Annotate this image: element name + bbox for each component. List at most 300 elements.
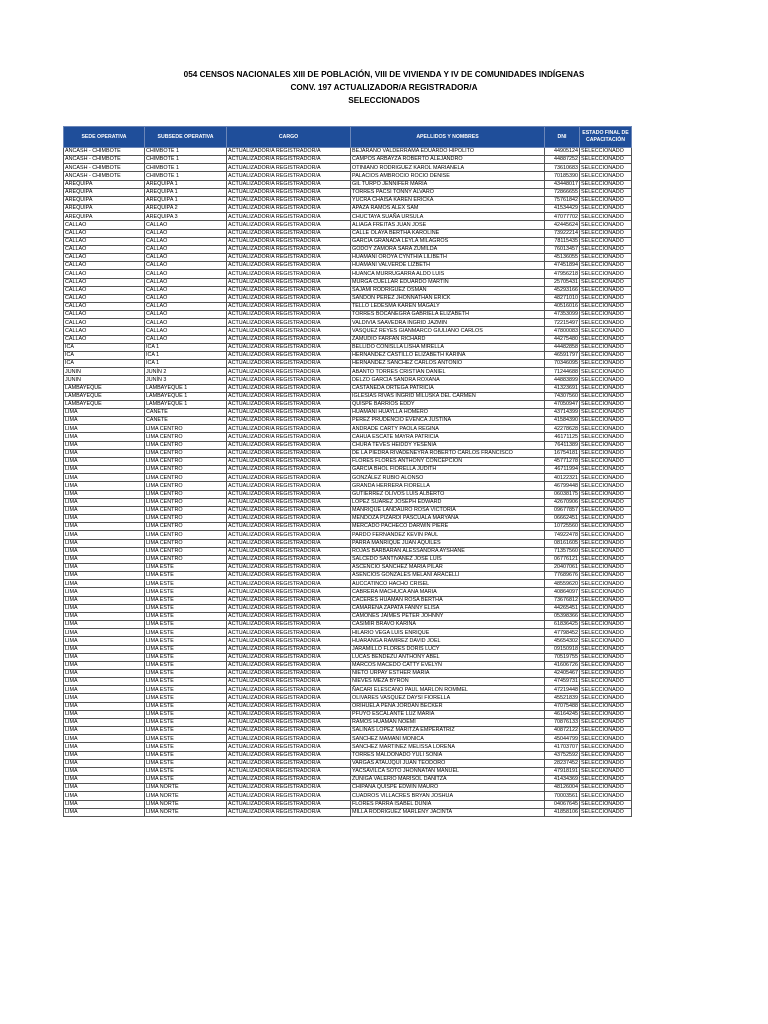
dni-cell: 10725560 bbox=[545, 523, 580, 531]
subsede-cell: LIMA NORTE bbox=[145, 784, 227, 792]
cargo-cell: ACTUALIZADOR/A REGISTRADOR/A bbox=[227, 327, 351, 335]
dni-cell: 74307560 bbox=[545, 392, 580, 400]
name-cell: HUAMANI OROYA CYNTHIA LILIBETH bbox=[351, 254, 545, 262]
status-cell: SELECCIONADO bbox=[580, 327, 632, 335]
cargo-cell: ACTUALIZADOR/A REGISTRADOR/A bbox=[227, 392, 351, 400]
dni-cell: 44905124 bbox=[545, 148, 580, 156]
table-row bbox=[64, 164, 632, 172]
table-row bbox=[64, 612, 632, 620]
cargo-cell: ACTUALIZADOR/A REGISTRADOR/A bbox=[227, 376, 351, 384]
name-cell: GRANDA HERRERA FIORELLA bbox=[351, 482, 545, 490]
table-row bbox=[64, 148, 632, 156]
dni-cell: 48126004 bbox=[545, 784, 580, 792]
subsede-cell: CALLAO bbox=[145, 335, 227, 343]
table-row bbox=[64, 759, 632, 767]
name-cell: GARCIA BHOL FIORELLA JUDITH bbox=[351, 466, 545, 474]
dni-cell: 25705431 bbox=[545, 278, 580, 286]
status-cell: SELECCIONADO bbox=[580, 563, 632, 571]
dni-cell: 47075488 bbox=[545, 702, 580, 710]
status-cell: SELECCIONADO bbox=[580, 457, 632, 465]
table-row bbox=[64, 702, 632, 710]
subsede-cell: ICA 1 bbox=[145, 351, 227, 359]
subsede-cell: LIMA ESTE bbox=[145, 678, 227, 686]
sede-cell: LIMA bbox=[64, 580, 145, 588]
cargo-cell: ACTUALIZADOR/A REGISTRADOR/A bbox=[227, 254, 351, 262]
dni-cell: 61836425 bbox=[545, 621, 580, 629]
cargo-cell: ACTUALIZADOR/A REGISTRADOR/A bbox=[227, 718, 351, 726]
cargo-cell: ACTUALIZADOR/A REGISTRADOR/A bbox=[227, 156, 351, 164]
cargo-cell: ACTUALIZADOR/A REGISTRADOR/A bbox=[227, 604, 351, 612]
subsede-cell: AREQUIPA 3 bbox=[145, 213, 227, 221]
cargo-cell: ACTUALIZADOR/A REGISTRADOR/A bbox=[227, 213, 351, 221]
subsede-cell: LIMA CENTRO bbox=[145, 515, 227, 523]
table-row bbox=[64, 294, 632, 302]
subsede-cell: ICA 1 bbox=[145, 343, 227, 351]
sede-cell: LIMA bbox=[64, 784, 145, 792]
subsede-cell: CALLAO bbox=[145, 229, 227, 237]
subsede-cell: CALLAO bbox=[145, 294, 227, 302]
sede-cell: LIMA bbox=[64, 710, 145, 718]
status-cell: SELECCIONADO bbox=[580, 376, 632, 384]
table-body bbox=[64, 148, 632, 817]
status-cell: SELECCIONADO bbox=[580, 661, 632, 669]
cargo-cell: ACTUALIZADOR/A REGISTRADOR/A bbox=[227, 686, 351, 694]
cargo-cell: ACTUALIZADOR/A REGISTRADOR/A bbox=[227, 205, 351, 213]
cargo-cell: ACTUALIZADOR/A REGISTRADOR/A bbox=[227, 466, 351, 474]
cargo-cell: ACTUALIZADOR/A REGISTRADOR/A bbox=[227, 735, 351, 743]
sede-cell: CALLAO bbox=[64, 335, 145, 343]
sede-cell: CALLAO bbox=[64, 262, 145, 270]
subsede-cell: LIMA CENTRO bbox=[145, 498, 227, 506]
cargo-cell: ACTUALIZADOR/A REGISTRADOR/A bbox=[227, 784, 351, 792]
sede-cell: ANCASH - CHIMBOTE bbox=[64, 148, 145, 156]
table-row bbox=[64, 563, 632, 571]
table-row bbox=[64, 327, 632, 335]
status-cell: SELECCIONADO bbox=[580, 792, 632, 800]
table-row bbox=[64, 751, 632, 759]
cargo-cell: ACTUALIZADOR/A REGISTRADOR/A bbox=[227, 555, 351, 563]
dni-cell: 47219448 bbox=[545, 686, 580, 694]
cargo-cell: ACTUALIZADOR/A REGISTRADOR/A bbox=[227, 409, 351, 417]
name-cell: BEJARANO VALDERRAMA EDUARDO HIPOLITO bbox=[351, 148, 545, 156]
name-cell: FLORES FLORES ANTHONY CONCEPCION bbox=[351, 457, 545, 465]
subsede-cell: CALLAO bbox=[145, 262, 227, 270]
status-cell: SELECCIONADO bbox=[580, 506, 632, 514]
column-header-dni: DNI bbox=[545, 127, 580, 148]
subsede-cell: LIMA ESTE bbox=[145, 572, 227, 580]
dni-cell: 41584390 bbox=[545, 417, 580, 425]
status-cell: SELECCIONADO bbox=[580, 523, 632, 531]
subsede-cell: LIMA CENTRO bbox=[145, 547, 227, 555]
name-cell: HUAMANI HUAYLLA HOMERO bbox=[351, 409, 545, 417]
table-row bbox=[64, 351, 632, 359]
table-row bbox=[64, 457, 632, 465]
sede-cell: LIMA bbox=[64, 555, 145, 563]
dni-cell: 46799448 bbox=[545, 482, 580, 490]
table-row bbox=[64, 515, 632, 523]
cargo-cell: ACTUALIZADOR/A REGISTRADOR/A bbox=[227, 572, 351, 580]
dni-cell: 71357560 bbox=[545, 547, 580, 555]
document-subtitle: CONV. 197 ACTUALIZADOR/A REGISTRADOR/A bbox=[290, 83, 478, 92]
sede-cell: JUNIN bbox=[64, 376, 145, 384]
table-row bbox=[64, 621, 632, 629]
table-row bbox=[64, 670, 632, 678]
cargo-cell: ACTUALIZADOR/A REGISTRADOR/A bbox=[227, 294, 351, 302]
table-row bbox=[64, 311, 632, 319]
name-cell: CACERES HUAMAN ROSA BERTHA bbox=[351, 596, 545, 604]
sede-cell: LIMA bbox=[64, 637, 145, 645]
table-row bbox=[64, 409, 632, 417]
table-row bbox=[64, 661, 632, 669]
sede-cell: LIMA bbox=[64, 621, 145, 629]
cargo-cell: ACTUALIZADOR/A REGISTRADOR/A bbox=[227, 229, 351, 237]
dni-cell: 44887252 bbox=[545, 156, 580, 164]
status-cell: SELECCIONADO bbox=[580, 262, 632, 270]
table-row bbox=[64, 360, 632, 368]
dni-cell: 46164245 bbox=[545, 710, 580, 718]
sede-cell: LIMA bbox=[64, 547, 145, 555]
dni-cell: 47077702 bbox=[545, 213, 580, 221]
sede-cell: LIMA bbox=[64, 466, 145, 474]
sede-cell: CALLAO bbox=[64, 319, 145, 327]
name-cell: ZAMUDIO FARFAN RICHARD bbox=[351, 335, 545, 343]
name-cell: PEREZ PRUDENCIO EVENCA JUSTINA bbox=[351, 417, 545, 425]
name-cell: GUTIERREZ OLIVOS LUIS ALBERTO bbox=[351, 490, 545, 498]
name-cell: CABRERA MACHUCA ANA MARIA bbox=[351, 588, 545, 596]
name-cell: TORRES PACSI TONNY ALVARO bbox=[351, 188, 545, 196]
status-cell: SELECCIONADO bbox=[580, 384, 632, 392]
dni-cell: 77689676 bbox=[545, 572, 580, 580]
document-title: 054 CENSOS NACIONALES XIII DE POBLACIÓN, VIII DE VIVIENDA Y IV DE COMUNIDADES INDÍGENAS bbox=[183, 70, 585, 79]
cargo-cell: ACTUALIZADOR/A REGISTRADOR/A bbox=[227, 351, 351, 359]
name-cell: VASQUEZ REYES GIANMARCO GIULIANO CARLOS bbox=[351, 327, 545, 335]
dni-cell: 73922214 bbox=[545, 229, 580, 237]
dni-cell: 78115435 bbox=[545, 237, 580, 245]
status-cell: SELECCIONADO bbox=[580, 702, 632, 710]
table-row bbox=[64, 767, 632, 775]
table-row bbox=[64, 262, 632, 270]
cargo-cell: ACTUALIZADOR/A REGISTRADOR/A bbox=[227, 506, 351, 514]
table-row bbox=[64, 498, 632, 506]
sede-cell: CALLAO bbox=[64, 286, 145, 294]
subsede-cell: CALLAO bbox=[145, 245, 227, 253]
status-cell: SELECCIONADO bbox=[580, 727, 632, 735]
sede-cell: LIMA bbox=[64, 702, 145, 710]
sede-cell: ANCASH - CHIMBOTE bbox=[64, 156, 145, 164]
sede-cell: LIMA bbox=[64, 612, 145, 620]
status-cell: SELECCIONADO bbox=[580, 612, 632, 620]
cargo-cell: ACTUALIZADOR/A REGISTRADOR/A bbox=[227, 278, 351, 286]
dni-cell: 41434369 bbox=[545, 776, 580, 784]
sede-cell: LIMA bbox=[64, 563, 145, 571]
table-row bbox=[64, 196, 632, 204]
dni-cell: 44265451 bbox=[545, 604, 580, 612]
subsede-cell: LIMA ESTE bbox=[145, 653, 227, 661]
name-cell: MURGA CUELLAR EDUARDO MARTIN bbox=[351, 278, 545, 286]
table-row bbox=[64, 343, 632, 351]
table-row bbox=[64, 490, 632, 498]
subsede-cell: LIMA CENTRO bbox=[145, 531, 227, 539]
dni-cell: 70876133 bbox=[545, 718, 580, 726]
cargo-cell: ACTUALIZADOR/A REGISTRADOR/A bbox=[227, 743, 351, 751]
status-cell: SELECCIONADO bbox=[580, 188, 632, 196]
name-cell: YUCRA CHAISA KAREN ERICKA bbox=[351, 196, 545, 204]
cargo-cell: ACTUALIZADOR/A REGISTRADOR/A bbox=[227, 751, 351, 759]
sede-cell: LIMA bbox=[64, 523, 145, 531]
sede-cell: LIMA bbox=[64, 751, 145, 759]
cargo-cell: ACTUALIZADOR/A REGISTRADOR/A bbox=[227, 270, 351, 278]
cargo-cell: ACTUALIZADOR/A REGISTRADOR/A bbox=[227, 596, 351, 604]
dni-cell: 40872122 bbox=[545, 727, 580, 735]
subsede-cell: CALLAO bbox=[145, 254, 227, 262]
dni-cell: 72866655 bbox=[545, 188, 580, 196]
status-cell: SELECCIONADO bbox=[580, 196, 632, 204]
status-cell: SELECCIONADO bbox=[580, 311, 632, 319]
name-cell: YACSAVILCA SOTO JHONNATAN MANUEL bbox=[351, 767, 545, 775]
cargo-cell: ACTUALIZADOR/A REGISTRADOR/A bbox=[227, 188, 351, 196]
sede-cell: LAMBAYEQUE bbox=[64, 384, 145, 392]
table-row bbox=[64, 188, 632, 196]
dni-cell: 48559620 bbox=[545, 580, 580, 588]
sede-cell: LIMA bbox=[64, 776, 145, 784]
status-cell: SELECCIONADO bbox=[580, 409, 632, 417]
column-header-cargo: CARGO bbox=[227, 127, 351, 148]
table-row bbox=[64, 653, 632, 661]
dni-cell: 20407061 bbox=[545, 563, 580, 571]
table-row bbox=[64, 718, 632, 726]
name-cell: SANCHEZ MAMANI MONICA bbox=[351, 735, 545, 743]
table-row bbox=[64, 172, 632, 180]
sede-cell: AREQUIPA bbox=[64, 196, 145, 204]
sede-cell: CALLAO bbox=[64, 294, 145, 302]
cargo-cell: ACTUALIZADOR/A REGISTRADOR/A bbox=[227, 180, 351, 188]
subsede-cell: LIMA ESTE bbox=[145, 686, 227, 694]
name-cell: GONZÁLEZ RUBIO ALONSO bbox=[351, 474, 545, 482]
cargo-cell: ACTUALIZADOR/A REGISTRADOR/A bbox=[227, 612, 351, 620]
subsede-cell: CHIMBOTE 1 bbox=[145, 148, 227, 156]
name-cell: TELLO LEDESMA KAREN MAGALY bbox=[351, 302, 545, 310]
sede-cell: ICA bbox=[64, 360, 145, 368]
name-cell: PFUYO ESCALANTE LUZ MARIA bbox=[351, 710, 545, 718]
cargo-cell: ACTUALIZADOR/A REGISTRADOR/A bbox=[227, 653, 351, 661]
status-cell: SELECCIONADO bbox=[580, 767, 632, 775]
subsede-cell: LIMA CENTRO bbox=[145, 539, 227, 547]
name-cell: FLORES PARRA ISABEL DUNIA bbox=[351, 800, 545, 808]
dni-cell: 42278628 bbox=[545, 425, 580, 433]
selected-candidates-table bbox=[63, 126, 632, 817]
sede-cell: AREQUIPA bbox=[64, 205, 145, 213]
table-row bbox=[64, 523, 632, 531]
cargo-cell: ACTUALIZADOR/A REGISTRADOR/A bbox=[227, 237, 351, 245]
status-cell: SELECCIONADO bbox=[580, 474, 632, 482]
status-cell: SELECCIONADO bbox=[580, 425, 632, 433]
table-row bbox=[64, 319, 632, 327]
sede-cell: LIMA bbox=[64, 588, 145, 596]
subsede-cell: LIMA ESTE bbox=[145, 735, 227, 743]
status-cell: SELECCIONADO bbox=[580, 555, 632, 563]
name-cell: HERNANDEZ SANCHEZ CARLOS ANTONIO bbox=[351, 360, 545, 368]
dni-cell: 06662451 bbox=[545, 515, 580, 523]
sede-cell: CALLAO bbox=[64, 327, 145, 335]
subsede-cell: LIMA ESTE bbox=[145, 702, 227, 710]
sede-cell: LIMA bbox=[64, 792, 145, 800]
subsede-cell: CALLAO bbox=[145, 302, 227, 310]
sede-cell: LIMA bbox=[64, 661, 145, 669]
sede-cell: ANCASH - CHIMBOTE bbox=[64, 172, 145, 180]
sede-cell: LIMA bbox=[64, 800, 145, 808]
table-row bbox=[64, 213, 632, 221]
cargo-cell: ACTUALIZADOR/A REGISTRADOR/A bbox=[227, 629, 351, 637]
dni-cell: 08161605 bbox=[545, 539, 580, 547]
sede-cell: LIMA bbox=[64, 409, 145, 417]
cargo-cell: ACTUALIZADOR/A REGISTRADOR/A bbox=[227, 539, 351, 547]
table-row bbox=[64, 629, 632, 637]
subsede-cell: LAMBAYEQUE 1 bbox=[145, 384, 227, 392]
sede-cell: LIMA bbox=[64, 515, 145, 523]
cargo-cell: ACTUALIZADOR/A REGISTRADOR/A bbox=[227, 457, 351, 465]
subsede-cell: CHIMBOTE 1 bbox=[145, 172, 227, 180]
cargo-cell: ACTUALIZADOR/A REGISTRADOR/A bbox=[227, 588, 351, 596]
cargo-cell: ACTUALIZADOR/A REGISTRADOR/A bbox=[227, 417, 351, 425]
name-cell: PARRA MANRIQUE JUAN AQUILES bbox=[351, 539, 545, 547]
subsede-cell: CALLAO bbox=[145, 286, 227, 294]
table-row bbox=[64, 368, 632, 376]
name-cell: HUANCA MURRUGARRA ALDO LUIS bbox=[351, 270, 545, 278]
status-cell: SELECCIONADO bbox=[580, 229, 632, 237]
subsede-cell: LIMA CENTRO bbox=[145, 433, 227, 441]
status-cell: SELECCIONADO bbox=[580, 515, 632, 523]
dni-cell: 06776121 bbox=[545, 555, 580, 563]
cargo-cell: ACTUALIZADOR/A REGISTRADOR/A bbox=[227, 490, 351, 498]
status-cell: SELECCIONADO bbox=[580, 294, 632, 302]
sede-cell: LIMA bbox=[64, 482, 145, 490]
dni-cell: 04067645 bbox=[545, 800, 580, 808]
status-cell: SELECCIONADO bbox=[580, 580, 632, 588]
dni-cell: 47050947 bbox=[545, 400, 580, 408]
table-row bbox=[64, 474, 632, 482]
dni-cell: 46171125 bbox=[545, 433, 580, 441]
dni-cell: 43752592 bbox=[545, 751, 580, 759]
cargo-cell: ACTUALIZADOR/A REGISTRADOR/A bbox=[227, 547, 351, 555]
column-header-estado-final: ESTADO FINAL DE CAPACITACIÓN bbox=[580, 127, 632, 148]
subsede-cell: LIMA CENTRO bbox=[145, 466, 227, 474]
status-cell: SELECCIONADO bbox=[580, 759, 632, 767]
dni-cell: 47956218 bbox=[545, 270, 580, 278]
subsede-cell: CALLAO bbox=[145, 221, 227, 229]
table-row bbox=[64, 156, 632, 164]
cargo-cell: ACTUALIZADOR/A REGISTRADOR/A bbox=[227, 286, 351, 294]
table-row bbox=[64, 784, 632, 792]
table-row bbox=[64, 678, 632, 686]
cargo-cell: ACTUALIZADOR/A REGISTRADOR/A bbox=[227, 148, 351, 156]
dni-cell: 75761842 bbox=[545, 196, 580, 204]
subsede-cell: LIMA ESTE bbox=[145, 776, 227, 784]
table-row bbox=[64, 270, 632, 278]
subsede-cell: LIMA ESTE bbox=[145, 580, 227, 588]
name-cell: IGLESIAS RIVAS INGRID MILUSKA DEL CARMEN bbox=[351, 392, 545, 400]
status-cell: SELECCIONADO bbox=[580, 743, 632, 751]
dni-cell: 45771278 bbox=[545, 457, 580, 465]
status-cell: SELECCIONADO bbox=[580, 800, 632, 808]
subsede-cell: CALLAO bbox=[145, 278, 227, 286]
cargo-cell: ACTUALIZADOR/A REGISTRADOR/A bbox=[227, 449, 351, 457]
status-cell: SELECCIONADO bbox=[580, 776, 632, 784]
subsede-cell: CALLAO bbox=[145, 327, 227, 335]
cargo-cell: ACTUALIZADOR/A REGISTRADOR/A bbox=[227, 759, 351, 767]
table-row bbox=[64, 588, 632, 596]
sede-cell: LIMA bbox=[64, 449, 145, 457]
table-row bbox=[64, 572, 632, 580]
status-cell: SELECCIONADO bbox=[580, 172, 632, 180]
sede-cell: CALLAO bbox=[64, 270, 145, 278]
dni-cell: 41858106 bbox=[545, 808, 580, 816]
name-cell: MILLA RODRIGUEZ MARLENY JACINTA bbox=[351, 808, 545, 816]
subsede-cell: LIMA CENTRO bbox=[145, 506, 227, 514]
dni-cell: 47353099 bbox=[545, 311, 580, 319]
cargo-cell: ACTUALIZADOR/A REGISTRADOR/A bbox=[227, 710, 351, 718]
table-row bbox=[64, 286, 632, 294]
subsede-cell: LIMA NORTE bbox=[145, 800, 227, 808]
dni-cell: 40864097 bbox=[545, 588, 580, 596]
sede-cell: CALLAO bbox=[64, 245, 145, 253]
dni-cell: 28237452 bbox=[545, 759, 580, 767]
subsede-cell: LIMA ESTE bbox=[145, 767, 227, 775]
status-cell: SELECCIONADO bbox=[580, 254, 632, 262]
table-row bbox=[64, 466, 632, 474]
table-row bbox=[64, 808, 632, 816]
name-cell: ROJAS BARBARAN ALESSANDRA AYSHANÉ bbox=[351, 547, 545, 555]
subsede-cell: CAÑETE bbox=[145, 409, 227, 417]
table-row bbox=[64, 539, 632, 547]
status-cell: SELECCIONADO bbox=[580, 286, 632, 294]
table-row bbox=[64, 392, 632, 400]
table-row bbox=[64, 743, 632, 751]
subsede-cell: LIMA CENTRO bbox=[145, 490, 227, 498]
dni-cell: 76013457 bbox=[545, 245, 580, 253]
table-row bbox=[64, 384, 632, 392]
sede-cell: LIMA bbox=[64, 572, 145, 580]
dni-cell: 06038175 bbox=[545, 490, 580, 498]
subsede-cell: LIMA ESTE bbox=[145, 645, 227, 653]
table-row bbox=[64, 506, 632, 514]
name-cell: MANRIQUE LANDAURO ROSA VICTORIA bbox=[351, 506, 545, 514]
sede-cell: LIMA bbox=[64, 759, 145, 767]
name-cell: OTINIANO RODRIGUEZ KAROL MARIANELA bbox=[351, 164, 545, 172]
name-cell: GARCIA GRANADA LEYLA MILAGROS bbox=[351, 237, 545, 245]
sede-cell: AREQUIPA bbox=[64, 180, 145, 188]
table-row bbox=[64, 686, 632, 694]
name-cell: ABANTO TORRES CRISTIAN DANIEL bbox=[351, 368, 545, 376]
table-row bbox=[64, 254, 632, 262]
cargo-cell: ACTUALIZADOR/A REGISTRADOR/A bbox=[227, 319, 351, 327]
name-cell: PALACIOS AMBROCIO ROCIO DENISE bbox=[351, 172, 545, 180]
status-cell: SELECCIONADO bbox=[580, 751, 632, 759]
name-cell: CALLE OLAYA BERTHA KAROLINE bbox=[351, 229, 545, 237]
subsede-cell: LAMBAYEQUE 1 bbox=[145, 400, 227, 408]
sede-cell: ICA bbox=[64, 351, 145, 359]
sede-cell: ANCASH - CHIMBOTE bbox=[64, 164, 145, 172]
status-cell: SELECCIONADO bbox=[580, 604, 632, 612]
name-cell: CAMPOS ARBAYZA ROBERTO ALEJANDRO bbox=[351, 156, 545, 164]
name-cell: NIEVES MEZA BYRON bbox=[351, 678, 545, 686]
sede-cell: AREQUIPA bbox=[64, 188, 145, 196]
name-cell: BELLIDO CONISLLA LISHA MIRELLA bbox=[351, 343, 545, 351]
status-cell: SELECCIONADO bbox=[580, 237, 632, 245]
status-cell: SELECCIONADO bbox=[580, 718, 632, 726]
status-cell: SELECCIONADO bbox=[580, 531, 632, 539]
dni-cell: 41703707 bbox=[545, 743, 580, 751]
name-cell: ORIHUELA PEÑA JORDAN BECKER bbox=[351, 702, 545, 710]
